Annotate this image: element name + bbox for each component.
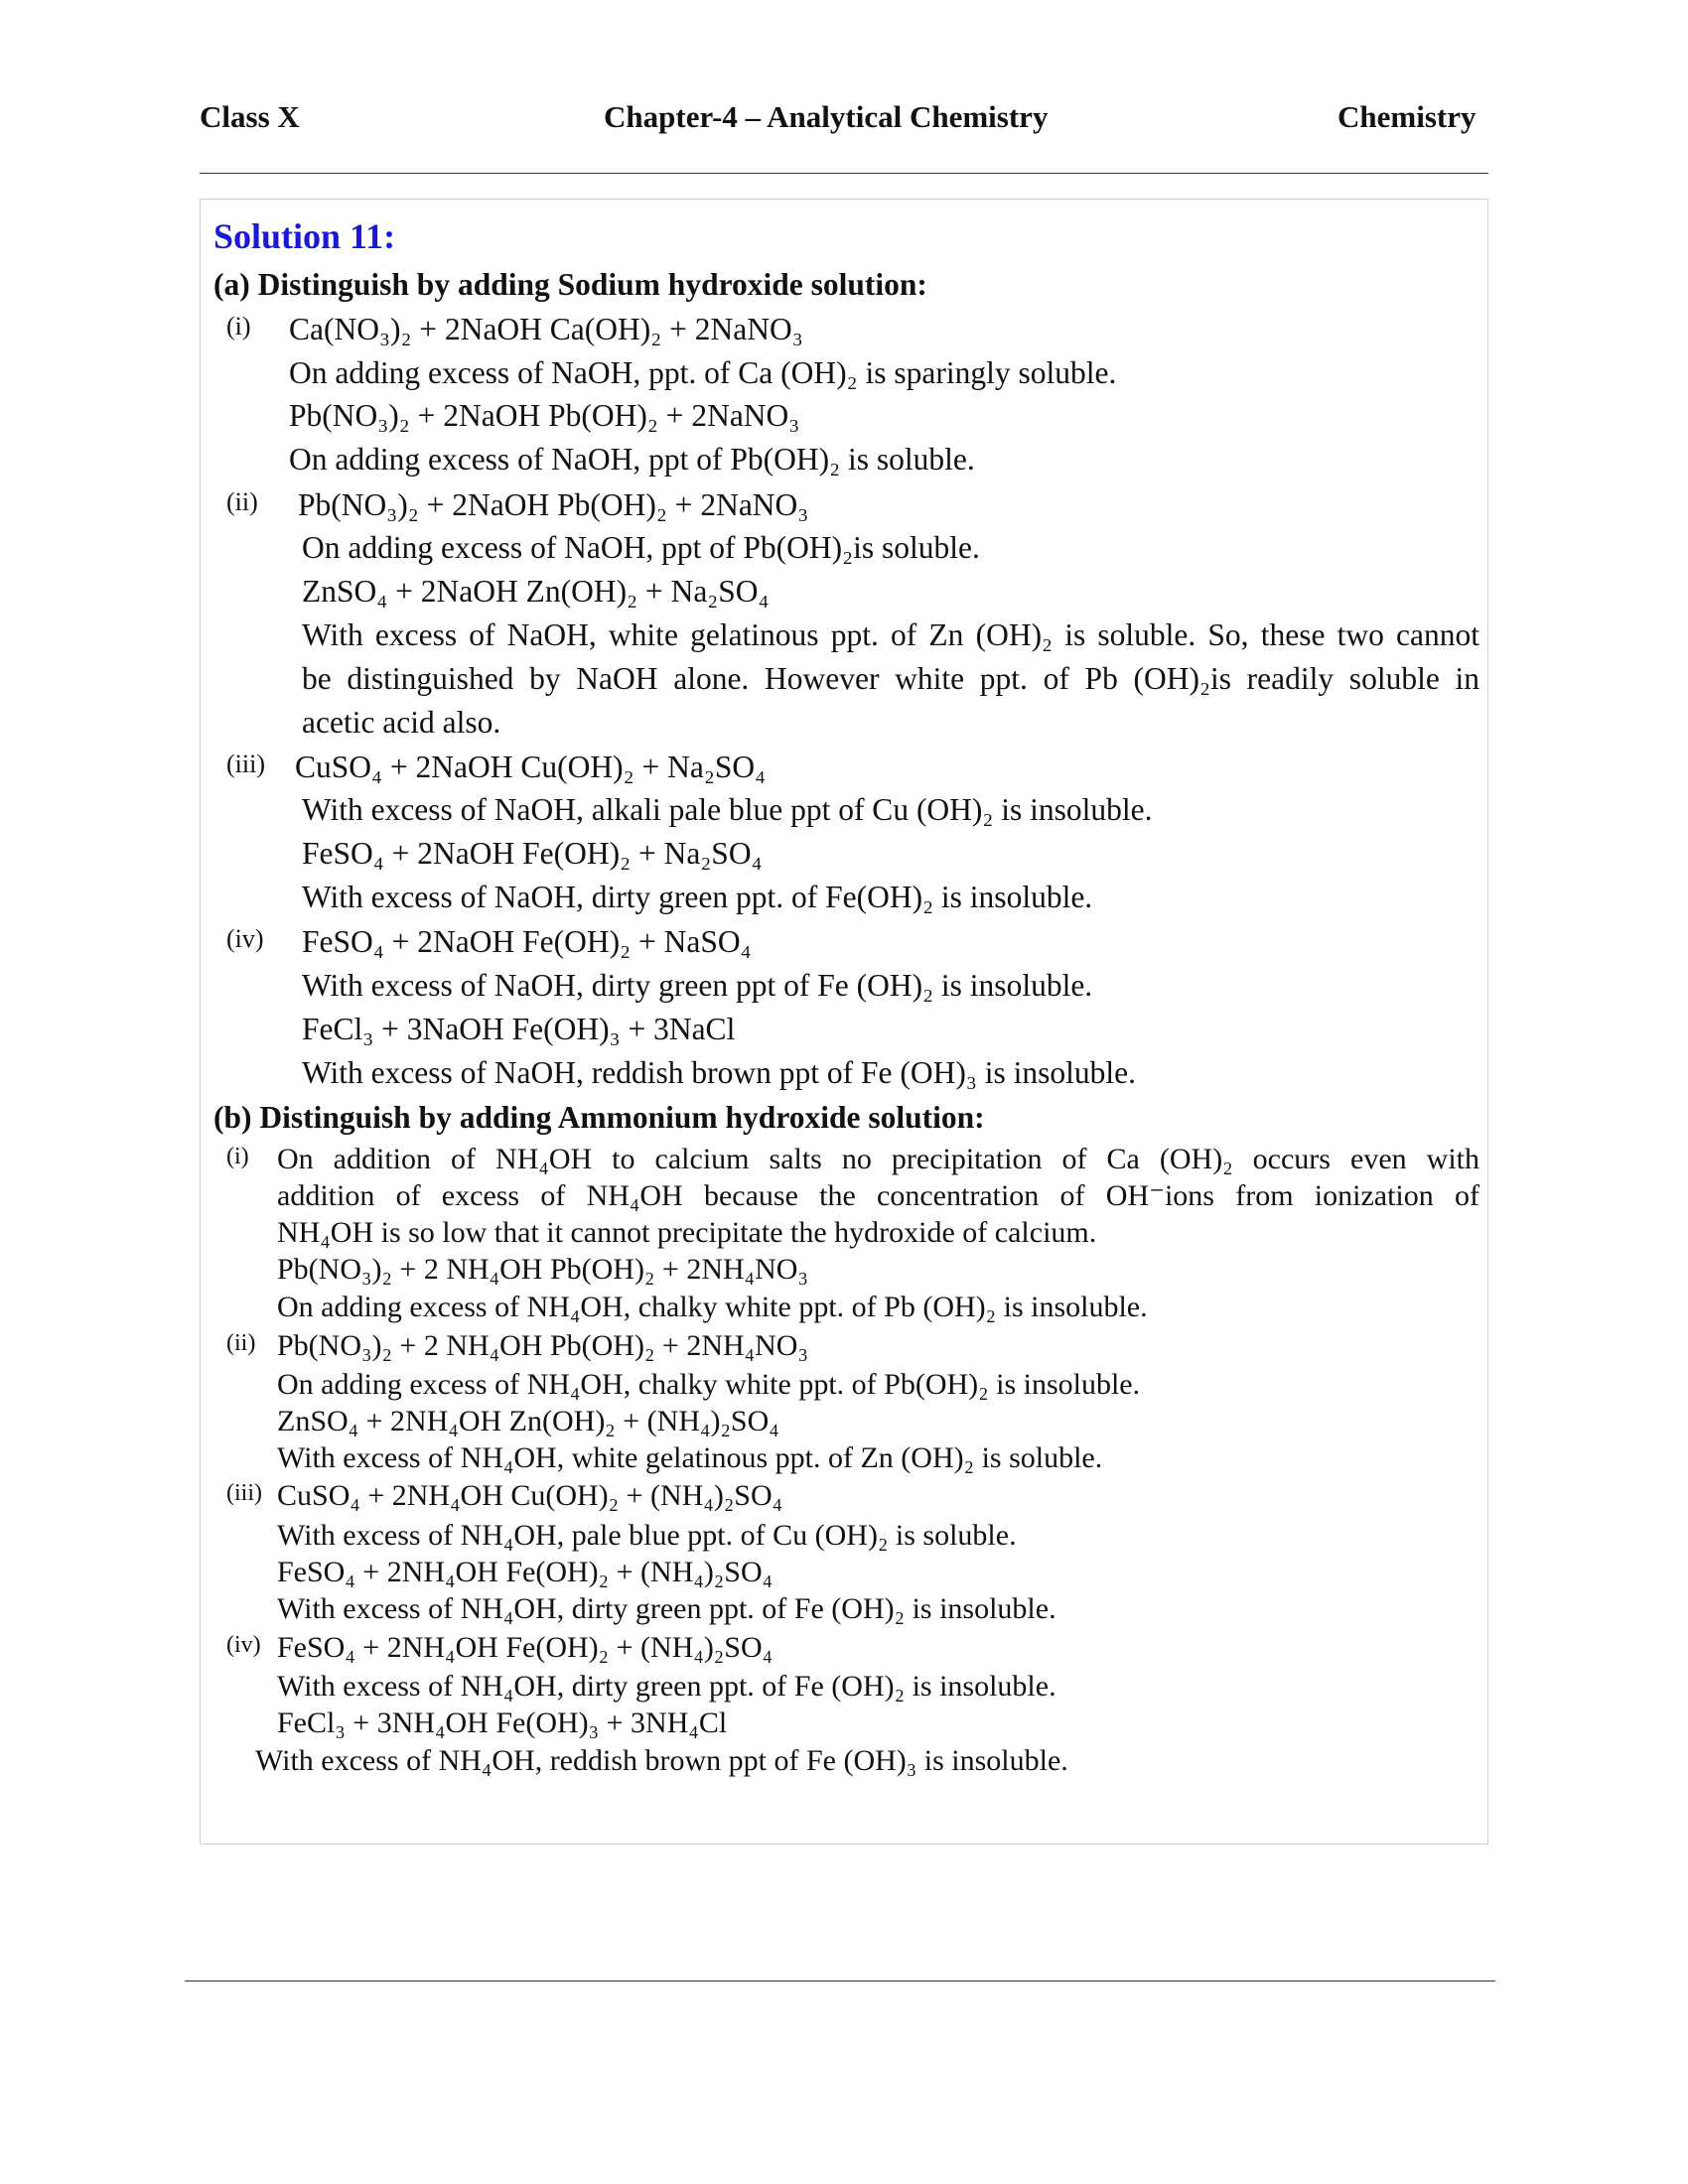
- text-line: On adding excess of NH₄OH, chalky white ppt. of Pb(OH)₂ is insoluble.: [277, 1368, 1141, 1401]
- equation-line: FeCl₃ + 3NH₄OH Fe(OH)₃ + 3NH₄Cl: [277, 1706, 728, 1739]
- text-line: On adding excess of NH₄OH, chalky white ppt. of Pb (OH)₂ is insoluble.: [277, 1291, 1148, 1323]
- text-line: With excess of NH₄OH, dirty green ppt. of Fe (OH)₂ is insoluble.: [277, 1670, 1056, 1703]
- text-line: On adding excess of NaOH, ppt of Pb(OH)₂ is soluble.: [289, 442, 975, 477]
- item-number: (iii): [226, 1480, 262, 1506]
- header-class: Class X: [200, 99, 300, 134]
- equation-line: FeCl₃ + 3NaOH Fe(OH)₃ + 3NaCl: [302, 1012, 736, 1046]
- text-line: NH₄OH is so low that it cannot precipitate the hydroxide of calcium.: [277, 1216, 1097, 1249]
- text-line: With excess of NaOH, reddish brown ppt of Fe (OH)₃ is insoluble.: [302, 1055, 1136, 1090]
- text-line: With excess of NaOH, dirty green ppt of Fe (OH)₂ is insoluble.: [302, 968, 1093, 1003]
- item-number: (i): [226, 1144, 249, 1169]
- text-line: With excess of NH₄OH, dirty green ppt. of Fe (OH)₂ is insoluble.: [277, 1592, 1056, 1625]
- item-number: (ii): [226, 487, 258, 516]
- item-number: (iv): [226, 924, 264, 953]
- header-subject: Chemistry: [1337, 99, 1477, 134]
- equation-line: Pb(NO₃)₂ + 2NaOH Pb(OH)₂ + 2NaNO₃: [289, 398, 800, 433]
- text-line: With excess of NaOH, white gelatinous ppt. of Zn (OH)₂ is soluble. So, these two cannot: [302, 617, 1479, 652]
- item-number: (i): [226, 312, 251, 341]
- equation-line: ZnSO₄ + 2NaOH Zn(OH)₂ + Na₂SO₄: [302, 574, 770, 609]
- text-line: With excess of NaOH, dirty green ppt. of Fe(OH)₂ is insoluble.: [302, 880, 1093, 914]
- item-number: (iv): [226, 1632, 261, 1658]
- equation-line: Ca(NO₃)₂ + 2NaOH Ca(OH)₂ + 2NaNO₃: [289, 312, 803, 346]
- part-a-heading: (a) Distinguish by adding Sodium hydroxide solution:: [213, 267, 927, 302]
- equation-line: Pb(NO₃)₂ + 2 NH₄OH Pb(OH)₂ + 2NH₄NO₃: [277, 1329, 808, 1362]
- solution-title: Solution 11:: [213, 216, 396, 256]
- text-line: acetic acid also.: [302, 705, 501, 740]
- equation-line: ZnSO₄ + 2NH₄OH Zn(OH)₂ + (NH₄)₂SO₄: [277, 1405, 779, 1437]
- text-line: addition of excess of NH₄OH because the concentration of OH⁻ions from ionization of: [277, 1179, 1479, 1212]
- text-line: be distinguished by NaOH alone. However white ppt. of Pb (OH)₂is readily soluble in: [302, 661, 1479, 696]
- footer-divider: [185, 1980, 1495, 1981]
- part-b-heading: (b) Distinguish by adding Ammonium hydroxide solution:: [213, 1100, 985, 1135]
- item-number: (iii): [226, 750, 265, 778]
- equation-line: CuSO₄ + 2NaOH Cu(OH)₂ + Na₂SO₄: [295, 750, 767, 784]
- equation-line: Pb(NO₃)₂ + 2NaOH Pb(OH)₂ + 2NaNO₃: [298, 487, 809, 522]
- text-line: With excess of NH₄OH, white gelatinous ppt. of Zn (OH)₂ is soluble.: [277, 1441, 1103, 1474]
- text-line: With excess of NH₄OH, pale blue ppt. of Cu (OH)₂ is soluble.: [277, 1519, 1017, 1552]
- equation-line: Pb(NO₃)₂ + 2 NH₄OH Pb(OH)₂ + 2NH₄NO₃: [277, 1253, 808, 1286]
- text-line: With excess of NaOH, alkali pale blue ppt of Cu (OH)₂ is insoluble.: [302, 792, 1153, 827]
- equation-line: CuSO₄ + 2NH₄OH Cu(OH)₂ + (NH₄)₂SO₄: [277, 1479, 783, 1512]
- text-line: With excess of NH₄OH, reddish brown ppt of Fe (OH)₃ is insoluble.: [255, 1744, 1068, 1777]
- equation-line: FeSO₄ + 2NH₄OH Fe(OH)₂ + (NH₄)₂SO₄: [277, 1556, 774, 1588]
- equation-line: FeSO₄ + 2NaOH Fe(OH)₂ + NaSO₄: [302, 924, 752, 959]
- text-line: On adding excess of NaOH, ppt. of Ca (OH)₂ is sparingly soluble.: [289, 355, 1117, 390]
- equation-line: FeSO₄ + 2NH₄OH Fe(OH)₂ + (NH₄)₂SO₄: [277, 1631, 774, 1664]
- text-line: On addition of NH₄OH to calcium salts no precipitation of Ca (OH)₂ occurs even with: [277, 1143, 1479, 1175]
- item-number: (ii): [226, 1330, 256, 1356]
- text-line: On adding excess of NaOH, ppt of Pb(OH)₂is soluble.: [302, 530, 980, 565]
- equation-line: FeSO₄ + 2NaOH Fe(OH)₂ + Na₂SO₄: [302, 836, 763, 871]
- header-divider: [200, 173, 1488, 174]
- header-chapter-title: Chapter-4 – Analytical Chemistry: [604, 99, 1049, 134]
